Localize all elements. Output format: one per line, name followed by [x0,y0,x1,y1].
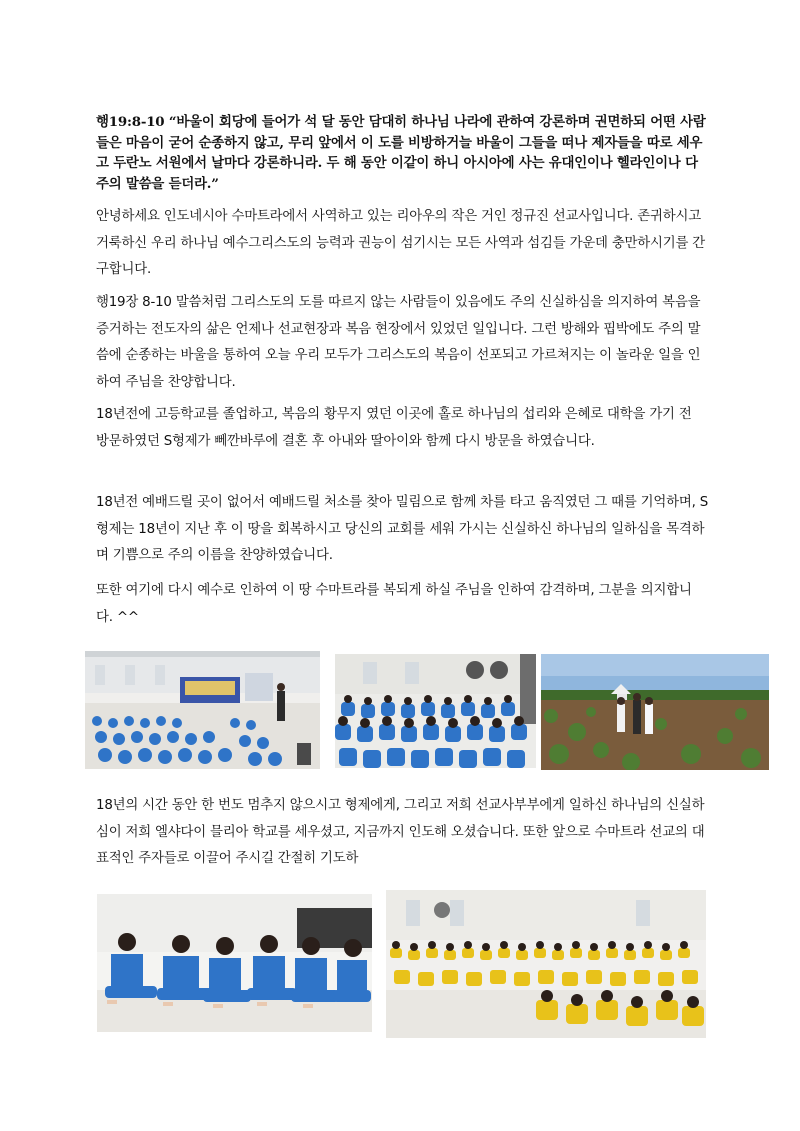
photo-seated-students [335,654,536,768]
paragraph-brother-visit: 18년전에 고등학교를 졸업하고, 복음의 황무지 였던 이곳에 홀로 하나님의 섭리와 은혜로 대학을 가기 전 방문하였던 S형제가 뻬깐바루에 결혼 후 아내와 딸아이와 함께 다시 방문을 하였습니다. [96,407,692,449]
scripture-verse: 행19:8-10 “바울이 회당에 들어가 석 달 동안 담대히 하나님 나라에 관하여 강론하며 권면하되 어떤 사람들은 마음이 굳어 순종하지 않고, 무리 앞에서 이 도를 비방하거늘 바울이 그들을 떠나 제자들을 따로 세우고 두란노 서원에서 날마다 강론하니라. 두 해 동안 이같이 하니 아시아에 사는 유대인이나 헬라인이나 다 주의 말씀을 듣더라.” [96,114,706,192]
paragraph-remembrance: 18년전 예배드릴 곳이 없어서 예배드릴 처소를 찾아 밀림으로 함께 차를 타고 움직였던 그 때를 기억하며, S 형제는 18년이 지난 후 이 땅을 회복하시고 당신의 교회를 세워 가시는 신실하신 하나님의 일하심을 목격하며 기쁨으로 주의 이름을 찬양하였습니다. [96,495,708,563]
photo-students-yellow-uniform [386,890,706,1038]
paragraph-acts-reflection: 행19장 8-10 말씀처럼 그리스도의 도를 따르지 않는 사람들이 있음에도 주의 신실하심을 의지하여 복음을 증거하는 전도자의 삶은 언제나 선교현장과 복음 현장에서 있었던 일입니다. 그런 방해와 핍박에도 주의 말씀에 순종하는 바울을 통하여 오늘 우리 모두가 그리스도의 복음이 선포되고 가르쳐지는 이 놀라운 일을 인하여 주님을 찬양합니다. [96,295,701,390]
photo-land-visit [541,654,769,770]
paragraph-greeting: 안녕하세요 인도네시아 수마트라에서 사역하고 있는 리아우의 작은 거인 정규진 선교사입니다. 존귀하시고 거룩하신 우리 하나님 예수그리스도의 능력과 권능이 섬기시는 모든 사역과 섬김들 가운데 충만하시기를 간구합니다. [96,209,706,277]
paragraph-prayer: 18년의 시간 동안 한 번도 멈추지 않으시고 형제에게, 그리고 저희 선교사부부에게 일하신 하나님의 신실하심이 저희 엘샤다이 믈리아 학교를 세우셨고, 지금까지 인도해 오셨습니다. 또한 앞으로 수마트라 선교의 대표적인 주자들로 이끌어 주시길 간절히 기도하 [96,798,705,866]
photo-assembly-hall [85,651,320,769]
paragraph-gratitude: 또한 여기에 다시 예수로 인하여 이 땅 수마트라를 복되게 하실 주님을 인하여 감격하며, 그분을 의지합니다. ^^ [96,583,692,625]
photo-girls-blue-uniform [97,894,372,1032]
